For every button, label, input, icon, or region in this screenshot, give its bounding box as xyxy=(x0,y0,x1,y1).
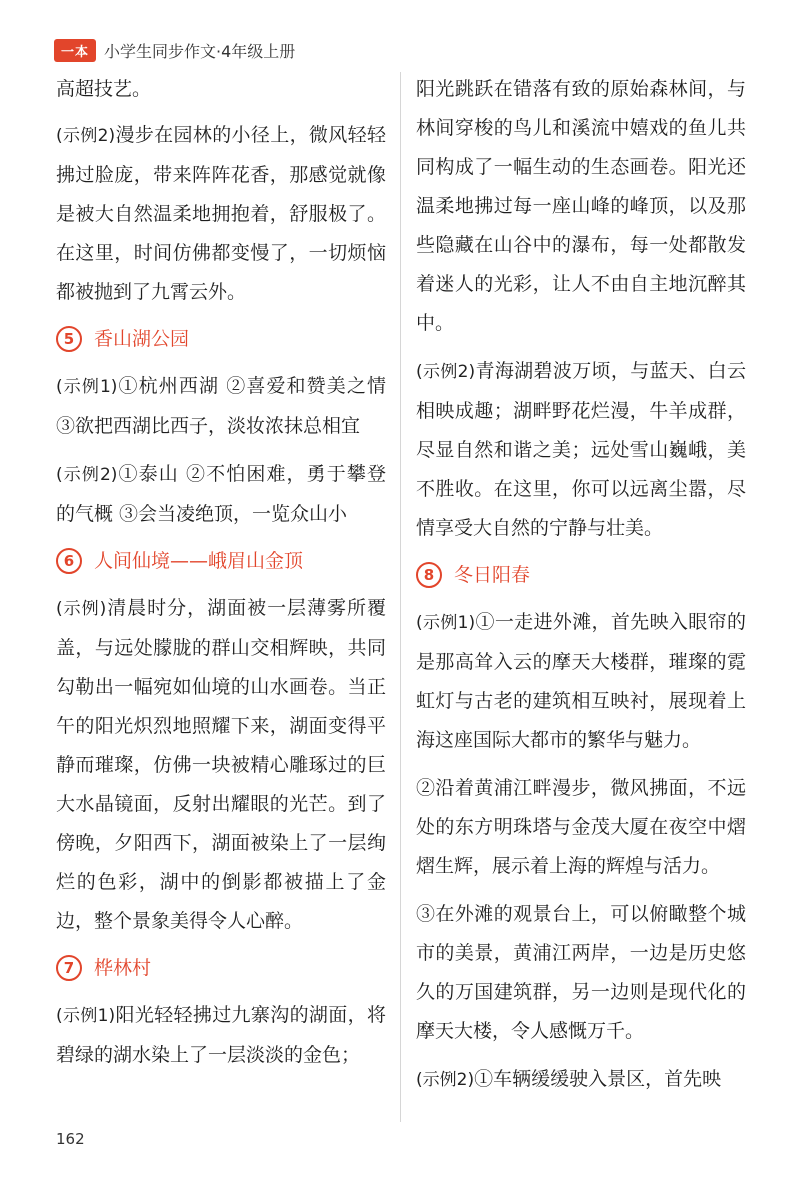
paragraph: (示例2)青海湖碧波万顷，与蓝天、白云相映成趣；湖畔野花烂漫，牛羊成群，尽显自然和谐之美；远处雪山巍峨，美不胜收。在这里，你可以远离尘嚣，尽情享受大自然的宁静与壮美。 xyxy=(416,360,746,539)
brand-logo: 一本 xyxy=(54,39,96,62)
section-title: 人间仙境——峨眉山金顶 xyxy=(94,549,304,572)
section-title: 香山湖公园 xyxy=(94,327,190,350)
book-series-title: 小学生同步作文·4年级上册 xyxy=(104,41,296,61)
paragraph: (示例1)阳光轻轻拂过九寨沟的湖面，将碧绿的湖水染上了一层淡淡的金色； xyxy=(56,1004,386,1066)
paragraph: 阳光跳跃在错落有致的原始森林间，与林间穿梭的鸟儿和溪流中嬉戏的鱼儿共同构成了一幅生动的生态画卷。阳光还温柔地拂过每一座山峰的峰顶，以及那些隐藏在山谷中的瀑布，每一处都散发着迷人的光彩，让人不由自主地沉醉其中。 xyxy=(416,78,746,334)
section-heading-8 xyxy=(416,557,746,593)
column-divider xyxy=(400,72,401,1122)
example-label: (示例2) xyxy=(416,1070,475,1090)
example-label: (示例2) xyxy=(56,126,116,146)
example-label: (示例) xyxy=(56,599,107,619)
page-number: 162 xyxy=(56,1130,85,1148)
paragraph: ②沿着黄浦江畔漫步，微风拂面，不远处的东方明珠塔与金茂大厦在夜空中熠熠生辉，展示着上海的辉煌与活力。 xyxy=(416,777,746,877)
section-number: 7 xyxy=(56,955,82,981)
page-header xyxy=(54,38,295,62)
section-heading-6 xyxy=(56,543,386,579)
example-label: (示例2) xyxy=(416,362,476,382)
paragraph: (示例2)漫步在园林的小径上，微风轻轻拂过脸庞，带来阵阵花香，那感觉就像是被大自然温柔地拥抱着，舒服极了。在这里，时间仿佛都变慢了，一切烦恼都被抛到了九霄云外。 xyxy=(56,124,386,303)
paragraph: (示例1)①杭州西湖 ②喜爱和赞美之情 ③欲把西湖比西子，淡妆浓抹总相宜 xyxy=(56,375,386,437)
section-number: 8 xyxy=(416,562,442,588)
paragraph: (示例1)①一走进外滩，首先映入眼帘的是那高耸入云的摩天大楼群，璀璨的霓虹灯与古老的建筑相互映衬，展现着上海这座国际大都市的繁华与魅力。 xyxy=(416,611,746,751)
example-label: (示例2) xyxy=(56,465,118,485)
section-title: 桦林村 xyxy=(94,956,152,979)
section-title: 冬日阳春 xyxy=(454,563,531,586)
right-column xyxy=(416,70,746,1109)
section-heading-5 xyxy=(56,321,386,357)
example-label: (示例1) xyxy=(56,377,118,397)
section-number: 6 xyxy=(56,548,82,574)
left-column xyxy=(56,70,386,1084)
paragraph: ③在外滩的观景台上，可以俯瞰整个城市的美景，黄浦江两岸，一边是历史悠久的万国建筑群，另一边则是现代化的摩天大楼，令人感慨万千。 xyxy=(416,903,746,1042)
section-heading-7 xyxy=(56,950,386,986)
paragraph: (示例2)①泰山 ②不怕困难，勇于攀登的气概 ③会当凌绝顶，一览众山小 xyxy=(56,463,386,525)
paragraph: (示例2)①车辆缓缓驶入景区，首先映 xyxy=(416,1068,722,1090)
paragraph: (示例)清晨时分，湖面被一层薄雾所覆盖，与远处朦胧的群山交相辉映，共同勾勒出一幅宛如仙境的山水画卷。当正午的阳光炽烈地照耀下来，湖面变得平静而璀璨，仿佛一块被精心雕琢过的巨大水晶镜面，反射出耀眼的光芒。到了傍晚，夕阳西下，湖面被染上了一层绚烂的色彩，湖中的倒影都被描上了金边，整个景象美得令人心醉。 xyxy=(56,597,386,932)
example-label: (示例1) xyxy=(56,1006,116,1026)
example-label: (示例1) xyxy=(416,613,476,633)
section-number: 5 xyxy=(56,326,82,352)
paragraph: 高超技艺。 xyxy=(56,78,152,100)
